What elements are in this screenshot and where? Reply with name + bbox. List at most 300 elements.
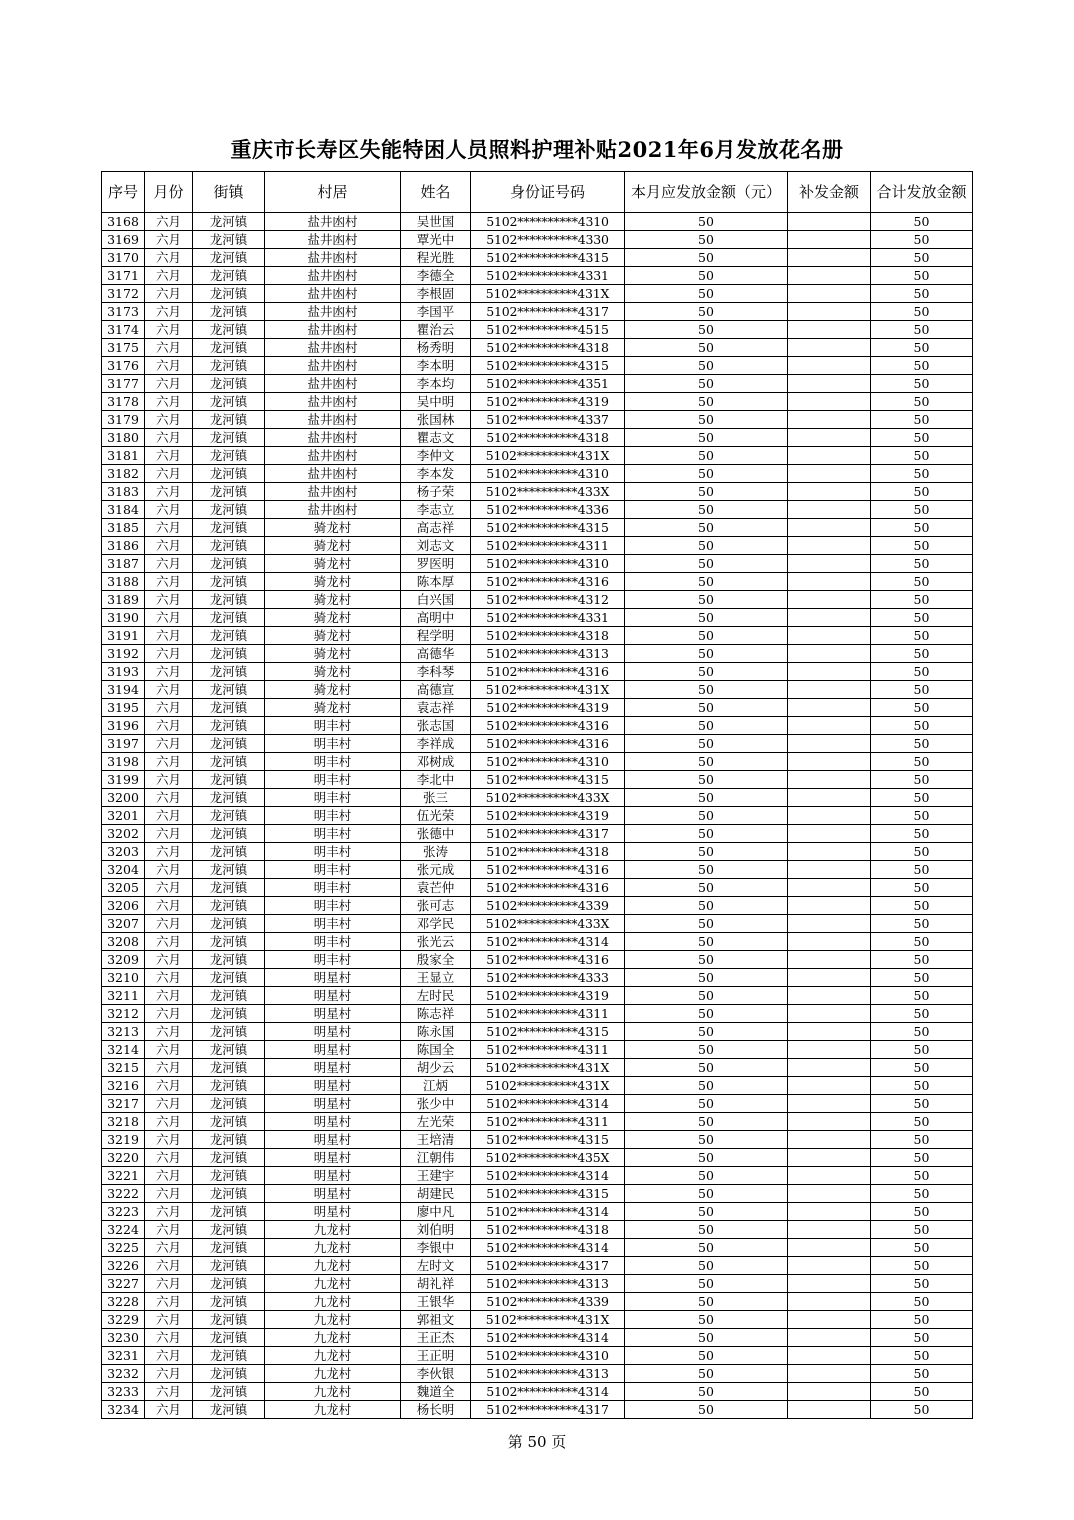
table-row — [102, 375, 973, 393]
row-village: 盐井凼村 — [265, 303, 401, 321]
row-total-amount: 50 — [871, 753, 973, 771]
row-village: 九龙村 — [265, 1311, 401, 1329]
row-supplement-amount — [788, 753, 871, 771]
row-monthly-amount: 50 — [625, 1185, 788, 1203]
row-month: 六月 — [145, 267, 193, 285]
table-row — [102, 1275, 973, 1293]
row-village: 盐井凼村 — [265, 357, 401, 375]
row-id-number: 5102**********4330 — [471, 231, 625, 249]
row-supplement-amount — [788, 933, 871, 951]
row-index: 3175 — [102, 339, 145, 357]
table-row — [102, 1185, 973, 1203]
row-supplement-amount — [788, 321, 871, 339]
row-monthly-amount: 50 — [625, 879, 788, 897]
row-name: 胡建民 — [401, 1185, 471, 1203]
row-total-amount: 50 — [871, 393, 973, 411]
row-total-amount: 50 — [871, 1239, 973, 1257]
row-town: 龙河镇 — [193, 1347, 265, 1365]
row-total-amount: 50 — [871, 1005, 973, 1023]
row-village: 明丰村 — [265, 933, 401, 951]
row-monthly-amount: 50 — [625, 249, 788, 267]
row-town: 龙河镇 — [193, 465, 265, 483]
table-row — [102, 1023, 973, 1041]
row-total-amount: 50 — [871, 861, 973, 879]
row-supplement-amount — [788, 789, 871, 807]
row-id-number: 5102**********4315 — [471, 519, 625, 537]
row-total-amount: 50 — [871, 555, 973, 573]
row-id-number: 5102**********431X — [471, 681, 625, 699]
row-total-amount: 50 — [871, 591, 973, 609]
table-row — [102, 1113, 973, 1131]
row-index: 3193 — [102, 663, 145, 681]
row-name: 高德宣 — [401, 681, 471, 699]
row-index: 3231 — [102, 1347, 145, 1365]
row-monthly-amount: 50 — [625, 1167, 788, 1185]
row-id-number: 5102**********4315 — [471, 249, 625, 267]
row-name: 王建宇 — [401, 1167, 471, 1185]
row-supplement-amount — [788, 213, 871, 231]
row-village: 盐井凼村 — [265, 339, 401, 357]
row-month: 六月 — [145, 933, 193, 951]
row-index: 3197 — [102, 735, 145, 753]
row-supplement-amount — [788, 1059, 871, 1077]
row-village: 九龙村 — [265, 1365, 401, 1383]
row-town: 龙河镇 — [193, 1257, 265, 1275]
row-month: 六月 — [145, 1041, 193, 1059]
row-name: 高德华 — [401, 645, 471, 663]
row-index: 3220 — [102, 1149, 145, 1167]
row-month: 六月 — [145, 1095, 193, 1113]
row-name: 吴世国 — [401, 213, 471, 231]
row-town: 龙河镇 — [193, 231, 265, 249]
row-name: 李本明 — [401, 357, 471, 375]
row-total-amount: 50 — [871, 897, 973, 915]
row-month: 六月 — [145, 591, 193, 609]
table-row — [102, 339, 973, 357]
row-id-number: 5102**********4316 — [471, 663, 625, 681]
table-row — [102, 501, 973, 519]
row-supplement-amount — [788, 1257, 871, 1275]
row-supplement-amount — [788, 1113, 871, 1131]
row-town: 龙河镇 — [193, 519, 265, 537]
row-village: 明星村 — [265, 1185, 401, 1203]
row-name: 覃光中 — [401, 231, 471, 249]
row-total-amount: 50 — [871, 1041, 973, 1059]
table-row — [102, 987, 973, 1005]
row-index: 3187 — [102, 555, 145, 573]
row-index: 3217 — [102, 1095, 145, 1113]
row-total-amount: 50 — [871, 357, 973, 375]
row-name: 王正明 — [401, 1347, 471, 1365]
row-town: 龙河镇 — [193, 1005, 265, 1023]
row-supplement-amount — [788, 645, 871, 663]
row-village: 骑龙村 — [265, 519, 401, 537]
row-monthly-amount: 50 — [625, 1239, 788, 1257]
row-village: 明丰村 — [265, 753, 401, 771]
row-id-number: 5102**********4314 — [471, 1167, 625, 1185]
row-month: 六月 — [145, 1329, 193, 1347]
row-town: 龙河镇 — [193, 1023, 265, 1041]
row-name: 袁芒仲 — [401, 879, 471, 897]
row-monthly-amount: 50 — [625, 699, 788, 717]
row-village: 盐井凼村 — [265, 501, 401, 519]
table-row — [102, 537, 973, 555]
row-name: 刘志文 — [401, 537, 471, 555]
row-id-number: 5102**********4314 — [471, 1203, 625, 1221]
row-name: 罗医明 — [401, 555, 471, 573]
row-town: 龙河镇 — [193, 1293, 265, 1311]
row-total-amount: 50 — [871, 249, 973, 267]
row-total-amount: 50 — [871, 681, 973, 699]
row-monthly-amount: 50 — [625, 789, 788, 807]
row-month: 六月 — [145, 285, 193, 303]
table-row — [102, 789, 973, 807]
row-id-number: 5102**********4318 — [471, 1221, 625, 1239]
table-row — [102, 861, 973, 879]
row-id-number: 5102**********4316 — [471, 861, 625, 879]
row-village: 明丰村 — [265, 807, 401, 825]
row-name: 江炳 — [401, 1077, 471, 1095]
row-village: 明星村 — [265, 1203, 401, 1221]
table-row — [102, 519, 973, 537]
row-monthly-amount: 50 — [625, 969, 788, 987]
row-total-amount: 50 — [871, 933, 973, 951]
row-name: 张志国 — [401, 717, 471, 735]
row-total-amount: 50 — [871, 1365, 973, 1383]
row-index: 3201 — [102, 807, 145, 825]
row-id-number: 5102**********4315 — [471, 771, 625, 789]
table-row — [102, 1239, 973, 1257]
row-id-number: 5102**********4515 — [471, 321, 625, 339]
row-town: 龙河镇 — [193, 951, 265, 969]
row-monthly-amount: 50 — [625, 609, 788, 627]
row-month: 六月 — [145, 699, 193, 717]
row-index: 3228 — [102, 1293, 145, 1311]
row-village: 盐井凼村 — [265, 429, 401, 447]
row-supplement-amount — [788, 483, 871, 501]
row-name: 程学明 — [401, 627, 471, 645]
row-town: 龙河镇 — [193, 339, 265, 357]
row-index: 3185 — [102, 519, 145, 537]
row-total-amount: 50 — [871, 411, 973, 429]
row-monthly-amount: 50 — [625, 735, 788, 753]
row-town: 龙河镇 — [193, 807, 265, 825]
row-name: 高明中 — [401, 609, 471, 627]
row-month: 六月 — [145, 447, 193, 465]
row-village: 骑龙村 — [265, 663, 401, 681]
row-name: 瞿志文 — [401, 429, 471, 447]
row-monthly-amount: 50 — [625, 303, 788, 321]
header-village: 村居 — [265, 172, 401, 213]
row-name: 陈志祥 — [401, 1005, 471, 1023]
row-village: 明星村 — [265, 1149, 401, 1167]
row-id-number: 5102**********4314 — [471, 1095, 625, 1113]
row-supplement-amount — [788, 285, 871, 303]
row-name: 左时文 — [401, 1257, 471, 1275]
row-village: 骑龙村 — [265, 609, 401, 627]
row-village: 盐井凼村 — [265, 375, 401, 393]
row-id-number: 5102**********4313 — [471, 1365, 625, 1383]
row-id-number: 5102**********4311 — [471, 1041, 625, 1059]
row-supplement-amount — [788, 897, 871, 915]
row-supplement-amount — [788, 465, 871, 483]
table-row — [102, 1059, 973, 1077]
row-total-amount: 50 — [871, 771, 973, 789]
row-village: 盐井凼村 — [265, 393, 401, 411]
row-name: 胡少云 — [401, 1059, 471, 1077]
row-town: 龙河镇 — [193, 447, 265, 465]
table-row — [102, 645, 973, 663]
row-village: 九龙村 — [265, 1239, 401, 1257]
row-total-amount: 50 — [871, 1167, 973, 1185]
row-supplement-amount — [788, 627, 871, 645]
row-month: 六月 — [145, 627, 193, 645]
row-total-amount: 50 — [871, 807, 973, 825]
row-id-number: 5102**********4316 — [471, 879, 625, 897]
row-index: 3189 — [102, 591, 145, 609]
row-village: 明星村 — [265, 1005, 401, 1023]
row-index: 3210 — [102, 969, 145, 987]
row-village: 明丰村 — [265, 843, 401, 861]
table-row — [102, 609, 973, 627]
row-total-amount: 50 — [871, 429, 973, 447]
row-name: 李志立 — [401, 501, 471, 519]
row-supplement-amount — [788, 1383, 871, 1401]
table-row — [102, 249, 973, 267]
row-index: 3176 — [102, 357, 145, 375]
row-town: 龙河镇 — [193, 393, 265, 411]
row-village: 九龙村 — [265, 1347, 401, 1365]
row-index: 3226 — [102, 1257, 145, 1275]
row-supplement-amount — [788, 969, 871, 987]
row-monthly-amount: 50 — [625, 447, 788, 465]
row-month: 六月 — [145, 1365, 193, 1383]
row-monthly-amount: 50 — [625, 339, 788, 357]
row-id-number: 5102**********4315 — [471, 1185, 625, 1203]
table-row — [102, 1401, 973, 1419]
row-monthly-amount: 50 — [625, 1347, 788, 1365]
row-index: 3171 — [102, 267, 145, 285]
table-row — [102, 213, 973, 231]
row-id-number: 5102**********433X — [471, 483, 625, 501]
row-month: 六月 — [145, 429, 193, 447]
row-month: 六月 — [145, 339, 193, 357]
row-id-number: 5102**********4337 — [471, 411, 625, 429]
row-id-number: 5102**********4318 — [471, 843, 625, 861]
row-supplement-amount — [788, 357, 871, 375]
row-index: 3194 — [102, 681, 145, 699]
row-supplement-amount — [788, 303, 871, 321]
row-month: 六月 — [145, 465, 193, 483]
row-month: 六月 — [145, 1077, 193, 1095]
row-id-number: 5102**********4316 — [471, 573, 625, 591]
row-name: 刘伯明 — [401, 1221, 471, 1239]
header-town: 街镇 — [193, 172, 265, 213]
row-month: 六月 — [145, 411, 193, 429]
row-monthly-amount: 50 — [625, 357, 788, 375]
row-village: 九龙村 — [265, 1221, 401, 1239]
table-row — [102, 1311, 973, 1329]
row-month: 六月 — [145, 609, 193, 627]
row-month: 六月 — [145, 303, 193, 321]
row-village: 盐井凼村 — [265, 411, 401, 429]
row-monthly-amount: 50 — [625, 465, 788, 483]
row-name: 陈国全 — [401, 1041, 471, 1059]
row-monthly-amount: 50 — [625, 483, 788, 501]
row-total-amount: 50 — [871, 519, 973, 537]
row-month: 六月 — [145, 1131, 193, 1149]
row-town: 龙河镇 — [193, 753, 265, 771]
row-name: 李科琴 — [401, 663, 471, 681]
row-town: 龙河镇 — [193, 1383, 265, 1401]
row-total-amount: 50 — [871, 1077, 973, 1095]
row-town: 龙河镇 — [193, 1041, 265, 1059]
row-id-number: 5102**********4315 — [471, 357, 625, 375]
row-supplement-amount — [788, 537, 871, 555]
row-id-number: 5102**********4351 — [471, 375, 625, 393]
row-name: 邓学民 — [401, 915, 471, 933]
row-index: 3227 — [102, 1275, 145, 1293]
row-month: 六月 — [145, 1293, 193, 1311]
table-row — [102, 447, 973, 465]
row-total-amount: 50 — [871, 339, 973, 357]
table-row — [102, 681, 973, 699]
row-name: 陈永国 — [401, 1023, 471, 1041]
row-village: 明丰村 — [265, 897, 401, 915]
row-town: 龙河镇 — [193, 717, 265, 735]
row-supplement-amount — [788, 1167, 871, 1185]
row-town: 龙河镇 — [193, 1365, 265, 1383]
header-monthly-amount: 本月应发放金额（元） — [625, 172, 788, 213]
row-name: 王正杰 — [401, 1329, 471, 1347]
row-total-amount: 50 — [871, 645, 973, 663]
row-monthly-amount: 50 — [625, 285, 788, 303]
row-village: 盐井凼村 — [265, 321, 401, 339]
row-id-number: 5102**********4319 — [471, 987, 625, 1005]
row-town: 龙河镇 — [193, 915, 265, 933]
row-name: 张元成 — [401, 861, 471, 879]
table-row — [102, 1347, 973, 1365]
row-id-number: 5102**********4331 — [471, 609, 625, 627]
row-name: 张涛 — [401, 843, 471, 861]
row-monthly-amount: 50 — [625, 933, 788, 951]
row-village: 骑龙村 — [265, 681, 401, 699]
table-row — [102, 285, 973, 303]
row-village: 骑龙村 — [265, 573, 401, 591]
row-name: 杨子荣 — [401, 483, 471, 501]
row-village: 骑龙村 — [265, 699, 401, 717]
row-name: 左时民 — [401, 987, 471, 1005]
row-index: 3211 — [102, 987, 145, 1005]
table-row — [102, 573, 973, 591]
row-total-amount: 50 — [871, 1095, 973, 1113]
row-name: 殷家全 — [401, 951, 471, 969]
row-monthly-amount: 50 — [625, 1095, 788, 1113]
row-total-amount: 50 — [871, 969, 973, 987]
row-index: 3232 — [102, 1365, 145, 1383]
table-row — [102, 663, 973, 681]
row-supplement-amount — [788, 393, 871, 411]
row-name: 瞿治云 — [401, 321, 471, 339]
row-monthly-amount: 50 — [625, 681, 788, 699]
row-total-amount: 50 — [871, 213, 973, 231]
row-village: 明星村 — [265, 1023, 401, 1041]
row-index: 3208 — [102, 933, 145, 951]
row-month: 六月 — [145, 915, 193, 933]
row-town: 龙河镇 — [193, 735, 265, 753]
row-total-amount: 50 — [871, 1113, 973, 1131]
row-total-amount: 50 — [871, 627, 973, 645]
row-total-amount: 50 — [871, 1257, 973, 1275]
row-month: 六月 — [145, 483, 193, 501]
row-index: 3224 — [102, 1221, 145, 1239]
row-index: 3205 — [102, 879, 145, 897]
row-name: 郭祖文 — [401, 1311, 471, 1329]
header-name: 姓名 — [401, 172, 471, 213]
row-index: 3215 — [102, 1059, 145, 1077]
row-town: 龙河镇 — [193, 879, 265, 897]
row-month: 六月 — [145, 771, 193, 789]
row-town: 龙河镇 — [193, 321, 265, 339]
table-row — [102, 429, 973, 447]
table-row — [102, 1257, 973, 1275]
row-id-number: 5102**********4310 — [471, 213, 625, 231]
row-id-number: 5102**********4310 — [471, 1347, 625, 1365]
row-supplement-amount — [788, 1131, 871, 1149]
row-id-number: 5102**********4311 — [471, 1113, 625, 1131]
row-total-amount: 50 — [871, 573, 973, 591]
row-monthly-amount: 50 — [625, 1203, 788, 1221]
row-month: 六月 — [145, 825, 193, 843]
row-supplement-amount — [788, 1149, 871, 1167]
row-town: 龙河镇 — [193, 591, 265, 609]
row-monthly-amount: 50 — [625, 1077, 788, 1095]
row-total-amount: 50 — [871, 285, 973, 303]
row-village: 明丰村 — [265, 825, 401, 843]
row-monthly-amount: 50 — [625, 807, 788, 825]
row-index: 3198 — [102, 753, 145, 771]
table-row — [102, 1041, 973, 1059]
row-month: 六月 — [145, 1059, 193, 1077]
row-monthly-amount: 50 — [625, 393, 788, 411]
row-id-number: 5102**********4310 — [471, 465, 625, 483]
table-row — [102, 303, 973, 321]
row-monthly-amount: 50 — [625, 429, 788, 447]
row-index: 3179 — [102, 411, 145, 429]
row-id-number: 5102**********4311 — [471, 537, 625, 555]
table-row — [102, 231, 973, 249]
row-id-number: 5102**********4317 — [471, 1257, 625, 1275]
row-town: 龙河镇 — [193, 429, 265, 447]
table-row — [102, 411, 973, 429]
row-supplement-amount — [788, 681, 871, 699]
row-monthly-amount: 50 — [625, 267, 788, 285]
row-id-number: 5102**********4318 — [471, 339, 625, 357]
row-town: 龙河镇 — [193, 213, 265, 231]
table-row — [102, 735, 973, 753]
row-month: 六月 — [145, 1257, 193, 1275]
row-total-amount: 50 — [871, 1275, 973, 1293]
row-monthly-amount: 50 — [625, 1401, 788, 1419]
row-village: 九龙村 — [265, 1401, 401, 1419]
row-id-number: 5102**********4310 — [471, 753, 625, 771]
row-village: 明星村 — [265, 1059, 401, 1077]
table-row — [102, 393, 973, 411]
row-month: 六月 — [145, 537, 193, 555]
row-town: 龙河镇 — [193, 249, 265, 267]
row-supplement-amount — [788, 339, 871, 357]
table-row — [102, 1221, 973, 1239]
